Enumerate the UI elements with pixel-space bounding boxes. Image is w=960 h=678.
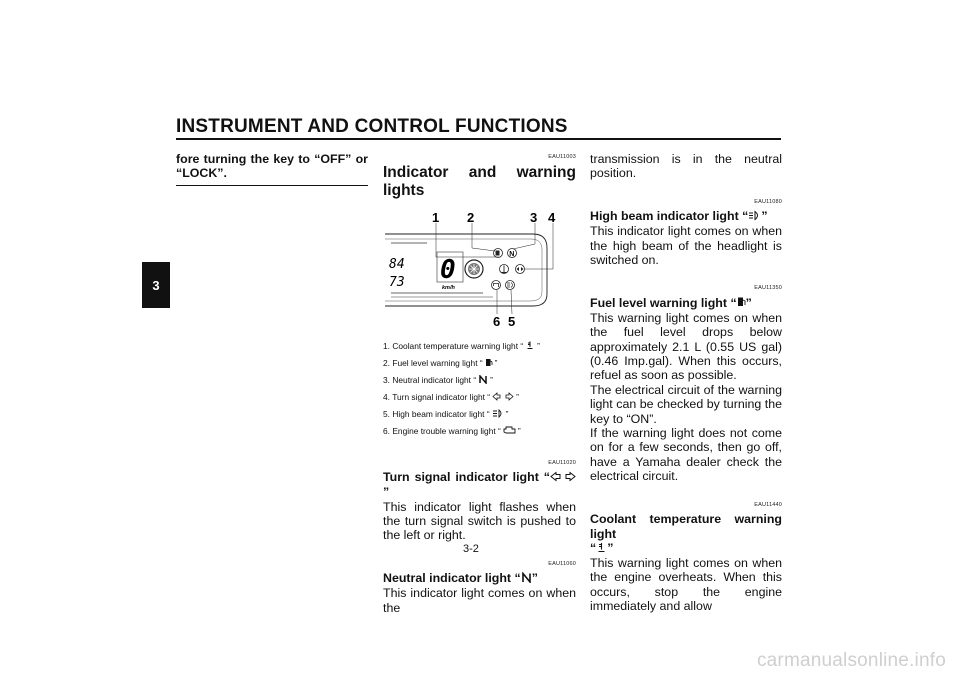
section-body: This warning light comes on when the engine overheats. When this occurs, stop the engine immediately and allow [590,556,782,614]
speed-digit: 0 [440,255,456,286]
heading-quote: ” [761,209,768,224]
legend-number: 6. [383,425,390,436]
heading-text: Neutral indicator light “ [383,571,521,586]
legend-number: 4. [383,392,390,403]
high-beam-section [590,195,782,268]
left-column-rule [176,185,368,186]
watermark: carmanualsonline.info [756,650,946,671]
section-body: This warning light comes on when the fuel level drops below approximately 2.1 L (0.55 US gal) (0.46 Imp.gal). When this occurs, refuel as soon as possible. [590,310,782,383]
figure-legend [383,338,576,439]
right-column [590,152,782,614]
legend-number: 3. [383,375,390,386]
heading-quote: ” [383,485,390,500]
section-heading [590,296,782,311]
legend-number: 5. [383,408,390,419]
lcd-bottom-value: 73 [389,275,405,291]
callout-4: 4 [548,210,556,226]
legend-item [383,406,576,423]
coolant-icon [525,339,535,355]
legend-item [383,389,576,406]
instrument-panel-illustration [383,206,576,326]
section-heading [383,571,576,586]
legend-item [383,355,576,372]
heading-text: Turn signal indicator light “ [383,470,550,485]
callout-5: 5 [508,314,516,327]
heading-quote: “ [590,541,597,556]
section-code: EAU11440 [754,501,782,508]
callout-2: 2 [467,210,475,226]
fuel-section [590,281,782,483]
legend-quote: ” [516,392,519,403]
high-beam-icon [492,407,504,423]
engine-icon [503,423,516,439]
coolant-icon [596,542,607,557]
callout-1: 1 [432,210,440,226]
legend-quote: ” [490,375,493,386]
section-body: If the warning light does not come on for a few seconds, then go off, have a Yamaha dealer check the electrical circuit. [590,426,782,484]
turn-signal-icon [550,471,576,486]
svg-text:N: N [509,251,515,259]
section-body: This indicator light comes on when the high beam of the headlight is switched on. [590,224,782,267]
middle-column [383,150,576,615]
section-code: EAU11080 [754,198,782,205]
section-title: Indicator and warning lights [383,164,576,200]
legend-item [383,338,576,355]
chapter-tab: 3 [142,262,170,308]
legend-number: 2. [383,358,390,369]
section-heading [383,470,576,499]
neutral-section [383,557,576,615]
legend-text: Fuel level warning light “ [392,358,483,369]
legend-text: Engine trouble warning light “ [392,425,501,436]
neutral-icon [478,373,488,389]
fuel-icon [485,356,493,372]
neutral-icon [521,572,532,587]
header-rule [176,138,781,140]
callout-3: 3 [530,210,538,226]
section-code: EAU11003 [548,154,576,160]
high-beam-icon [748,210,761,225]
section-code: EAU11060 [548,560,576,567]
legend-quote: ” [505,408,509,419]
legend-text: High beam indicator light “ [392,408,490,419]
left-column [176,152,368,186]
callout-6: 6 [493,314,501,327]
section-heading [590,209,782,224]
legend-text: Neutral indicator light “ [392,375,477,386]
section-code: EAU11020 [548,459,576,466]
page-number: 3-2 [463,543,479,555]
neutral-continuation: transmission is in the neutral position. [590,152,782,181]
section-heading: Coolant temperature warning light [590,512,782,541]
legend-quote: ” [494,358,498,369]
fuel-icon [737,296,746,311]
legend-item [383,372,576,389]
legend-quote: ” [517,425,521,436]
legend-number: 1. [383,341,390,352]
heading-quote: ” [745,295,752,310]
lcd-top-value: 84 [389,257,405,273]
heading-quote: ” [607,541,614,556]
legend-text: Coolant temperature warning light “ [392,341,524,352]
page-header-title: INSTRUMENT AND CONTROL FUNCTIONS [176,116,568,137]
speed-unit: km/h [442,285,455,292]
turn-signal-icon [492,390,514,406]
heading-quote: ” [531,571,538,586]
section-body: This indicator light flashes when the turn signal switch is pushed to the left or right. [383,499,576,543]
coolant-section [590,498,782,614]
section-body: This indicator light comes on when the [383,586,576,615]
turn-signal-section [383,456,576,543]
heading-text: Fuel level warning light “ [590,295,737,310]
instrument-figure [383,206,576,326]
section-heading-line2 [590,541,782,556]
section-code: EAU11350 [754,285,782,292]
left-column-text: fore turning the key to “OFF” or “LOCK”. [176,152,368,181]
section-body: The electrical circuit of the warning light can be checked by turning the key to “ON”. [590,382,782,426]
legend-item [383,423,576,440]
legend-quote: ” [537,341,540,352]
heading-text: High beam indicator light “ [590,209,749,224]
legend-text: Turn signal indicator light “ [392,392,491,403]
